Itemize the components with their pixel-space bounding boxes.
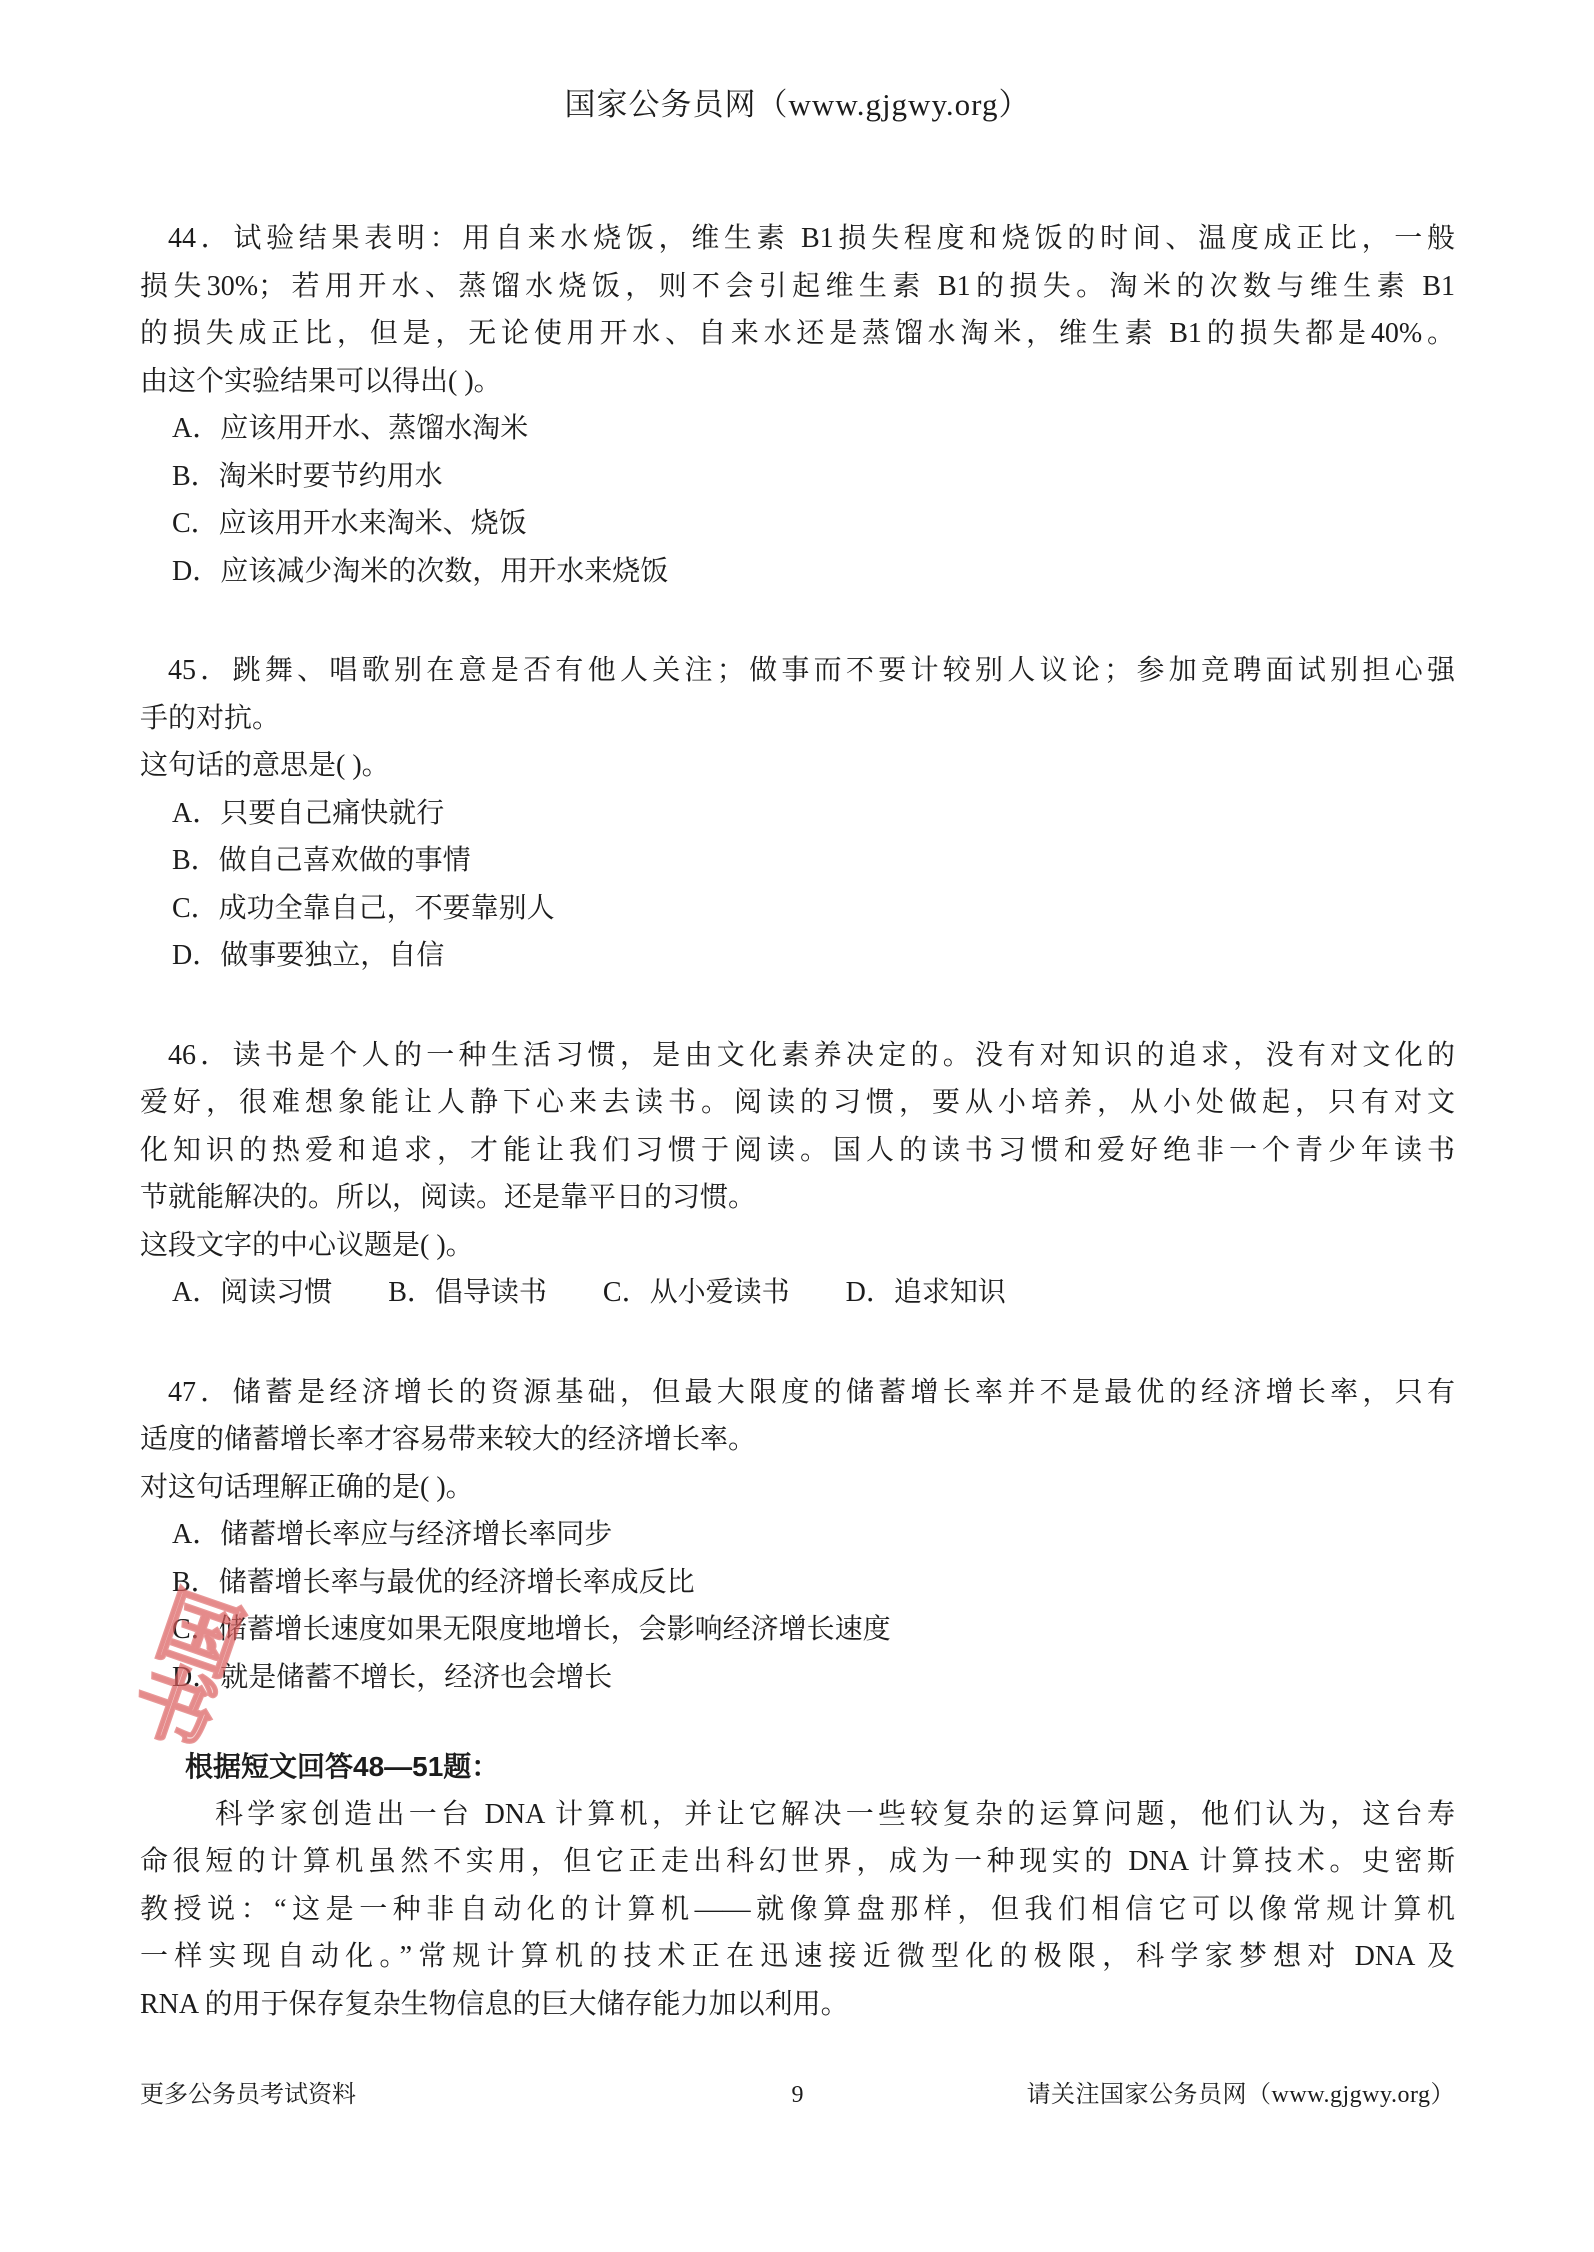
option-item: D．做事要独立，自信 <box>172 940 445 971</box>
question-stem-line: 45．跳舞、唱歌别在意是否有他人关注；做事而不要计较别人议论；参加竞聘面试别担心强 <box>168 655 1455 686</box>
question-stem-line: 对这句话理解正确的是( )。 <box>140 1471 474 1503</box>
option-item: C．从小爱读书 <box>602 1277 790 1308</box>
passage-line: 一样实现自动化。”常规计算机的技术正在迅速接近微型化的极限，科学家梦想对 DNA 及 <box>140 1941 1455 1972</box>
question-45 <box>140 647 1455 980</box>
option-item: A．应该用开水、蒸馏水淘米 <box>172 413 529 444</box>
passage-line: 命很短的计算机虽然不实用，但它正走出科幻世界，成为一种现实的 DNA 计算技术。史密斯 <box>140 1846 1455 1877</box>
option-item: C．应该用开水来淘米、烧饭 <box>172 508 527 539</box>
passage-line: 科学家创造出一台 DNA 计算机，并让它解决一些较复杂的运算问题，他们认为，这台寿 <box>215 1798 1455 1830</box>
question-stem-line: 46．读书是个人的一种生活习惯，是由文化素养决定的。没有对知识的追求，没有对文化的 <box>168 1039 1455 1071</box>
question-stem-line: 化知识的热爱和追求，才能让我们习惯于阅读。国人的读书习惯和爱好绝非一个青少年读书 <box>140 1134 1455 1166</box>
option-item: A．储蓄增长率应与经济增长率同步 <box>172 1519 613 1550</box>
question-stem-line: 由这个实验结果可以得出( )。 <box>140 365 502 397</box>
seal-character-bottom: 书 <box>121 1651 229 1764</box>
question-stem-line: 47．储蓄是经济增长的资源基础，但最大限度的储蓄增长率并不是最优的经济增长率，只有 <box>168 1376 1455 1408</box>
passage-line: 教授说：“这是一种非自动化的计算机——就像算盘那样，但我们相信它可以像常规计算机 <box>140 1893 1455 1925</box>
passage-line: RNA 的用于保存复杂生物信息的巨大储存能力加以利用。 <box>140 1988 849 2020</box>
passage-heading: 根据短文回答48—51题： <box>185 1751 500 1782</box>
question-stem-line: 节就能解决的。所以，阅读。还是靠平日的习惯。 <box>140 1182 757 1213</box>
question-stem-line: 损失30%；若用开水、蒸馏水烧饭，则不会引起维生素 B1的损失。淘米的次数与维生素 B1 <box>140 270 1455 302</box>
question-46 <box>140 1032 1455 1317</box>
question-stem-line: 手的对抗。 <box>140 702 281 734</box>
seal-character-top: 国 <box>145 1579 254 1692</box>
option-item: B．做自己喜欢做的事情 <box>172 845 471 876</box>
option-item: D．追求知识 <box>845 1277 1006 1308</box>
question-47 <box>140 1369 1455 1702</box>
question-stem-line: 这段文字的中心议题是( )。 <box>140 1229 474 1261</box>
option-item: C．储蓄增长速度如果无限度地增长，会影响经济增长速度 <box>172 1614 891 1645</box>
passage-section <box>140 1743 1455 2028</box>
passage-body <box>140 1791 1455 2029</box>
questions-section <box>140 215 1455 1701</box>
site-title: 国家公务员网（www.gjgwy.org） <box>564 87 1031 122</box>
question-stem-line: 适度的储蓄增长率才容易带来较大的经济增长率。 <box>140 1424 757 1455</box>
question-stem-line: 的损失成正比，但是，无论使用开水、自来水还是蒸馏水淘米，维生素 B1的损失都是40%。 <box>140 318 1455 349</box>
question-stem-line: 这句话的意思是( )。 <box>140 750 390 781</box>
page-footer <box>140 2078 1455 2112</box>
footer-left-text: 更多公务员考试资料 <box>140 2082 356 2108</box>
option-item: B．储蓄增长率与最优的经济增长率成反比 <box>172 1566 695 1598</box>
option-item: A．只要自己痛快就行 <box>172 797 445 829</box>
question-44 <box>140 215 1455 595</box>
options-row <box>140 1269 1455 1317</box>
option-item: C．成功全靠自己，不要靠别人 <box>172 892 555 924</box>
question-stem-line: 44．试验结果表明：用自来水烧饭，维生素 B1损失程度和烧饭的时间、温度成正比，一般 <box>168 223 1455 254</box>
option-item: A．阅读习惯 <box>172 1277 333 1308</box>
footer-page-number: 9 <box>791 2082 804 2108</box>
option-item: B．淘米时要节约用水 <box>172 460 443 492</box>
footer-right-text: 请关注国家公务员网（www.gjgwy.org） <box>1026 2082 1455 2108</box>
question-stem-line: 爱好，很难想象能让人静下心来去读书。阅读的习惯，要从小培养，从小处做起，只有对文 <box>140 1087 1455 1118</box>
option-item: D．应该减少淘米的次数，用开水来烧饭 <box>172 555 669 587</box>
option-item: D．就是储蓄不增长，经济也会增长 <box>172 1661 613 1693</box>
option-item: B．倡导读书 <box>388 1277 547 1308</box>
